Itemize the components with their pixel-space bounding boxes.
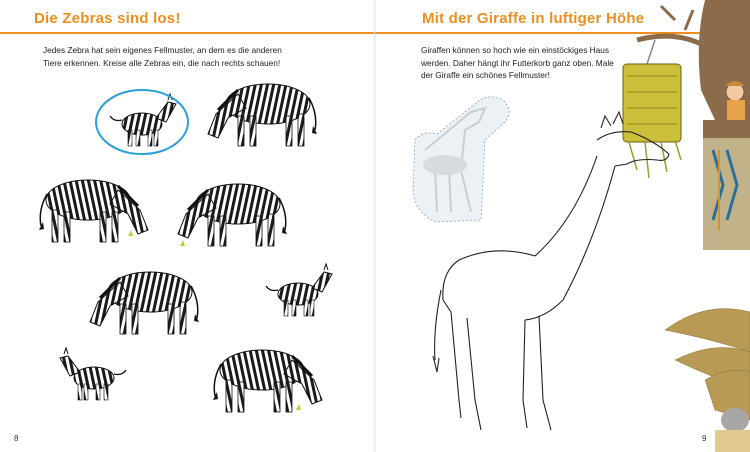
right-instruction: Giraffen können so hoch wie ein einstöckiges Haus werden. Daher hängt ihr Futterkorb ganz oben. Male der Giraffe ein schönes Fellmuster!: [421, 45, 614, 81]
giraffe-reference-sticker: [413, 97, 509, 222]
zebra-foal-circled: [96, 90, 188, 154]
right-page-number: 9: [702, 434, 707, 443]
lookout-tower: [703, 120, 750, 250]
zebra-top-right: [208, 84, 317, 146]
zebra-foal-bottom-left: [60, 348, 126, 400]
left-page-title: Die Zebras sind los!: [34, 10, 181, 27]
zebra-foal-right: [266, 264, 332, 316]
child-figure: [725, 81, 745, 120]
left-page-number: 8: [14, 434, 19, 443]
right-page: [375, 0, 750, 452]
basket-rope: [647, 40, 655, 64]
zebra-bottom-right: [213, 350, 322, 412]
right-page-title: Mit der Giraffe in luftiger Höhe: [422, 10, 645, 27]
zebra-lower-center: [90, 272, 199, 334]
rock: [721, 408, 749, 432]
giraffe-scene: [375, 0, 750, 452]
zebra-mid-right: [178, 184, 287, 246]
food-basket: [623, 64, 681, 178]
left-instruction: Jedes Zebra hat sein eigenes Fellmuster, an dem es die anderen Tiere erkennen. Kreise alle Zebras ein, die nach rechts schauen!: [43, 45, 282, 68]
ground: [715, 430, 750, 452]
palm-fronds: [665, 309, 750, 420]
